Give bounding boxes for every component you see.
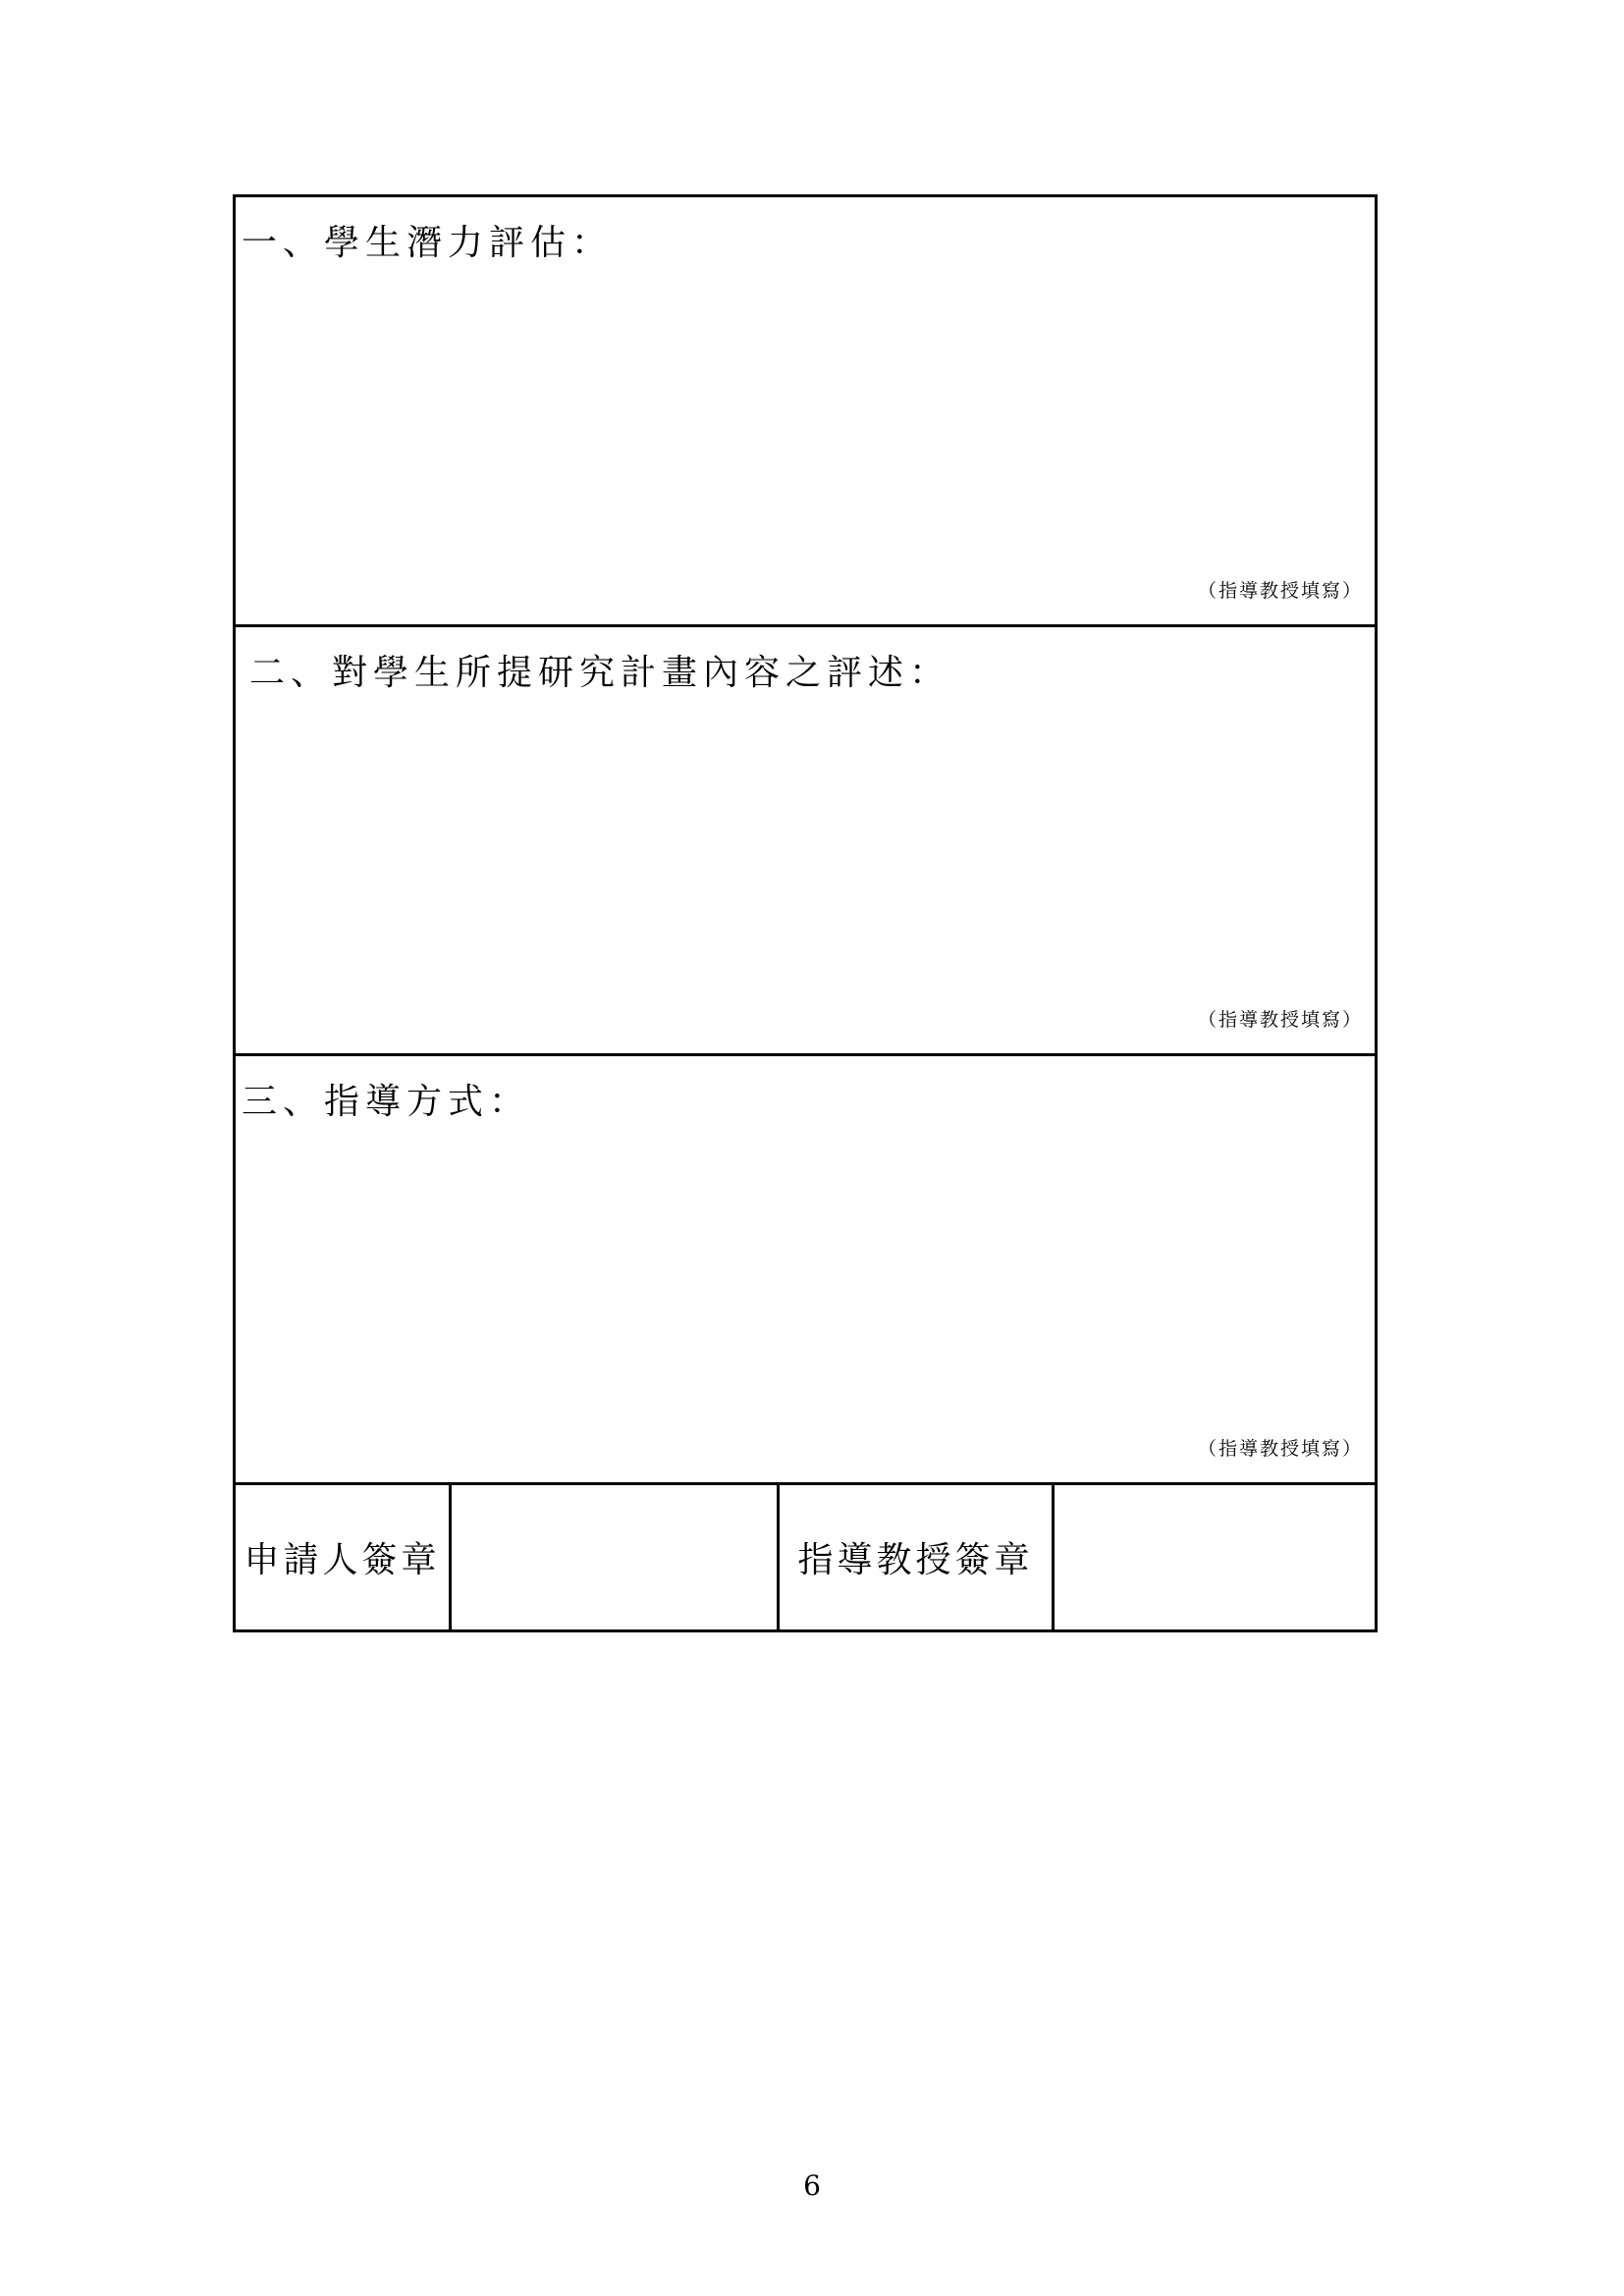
- advisor-signature-label-cell: [780, 1485, 1055, 1629]
- section-guidance-method: [236, 1056, 1375, 1485]
- applicant-signature-field[interactable]: [452, 1485, 780, 1629]
- advisor-fill-note: （指導教授填寫）: [1197, 1009, 1363, 1031]
- section-proposal-review: [236, 627, 1375, 1056]
- applicant-signature-label-cell: [236, 1485, 452, 1629]
- advisor-signature-label: 指導教授簽章: [797, 1540, 1034, 1580]
- signature-row: [236, 1485, 1375, 1629]
- section-title-proposal-review: 二、對學生所提研究計畫內容之評述：: [249, 653, 951, 693]
- section-title-guidance-method: 三、指導方式：: [242, 1082, 531, 1122]
- section-title-potential: 一、學生潛力評估：: [242, 223, 614, 263]
- page-number: 6: [803, 2169, 821, 2202]
- applicant-signature-label: 申請人簽章: [244, 1540, 441, 1580]
- advisor-fill-note: （指導教授填寫）: [1197, 1438, 1363, 1460]
- advisor-fill-note: （指導教授填寫）: [1197, 580, 1363, 602]
- evaluation-form: [233, 194, 1378, 1632]
- advisor-signature-field[interactable]: [1055, 1485, 1375, 1629]
- section-potential-assessment: [236, 197, 1375, 627]
